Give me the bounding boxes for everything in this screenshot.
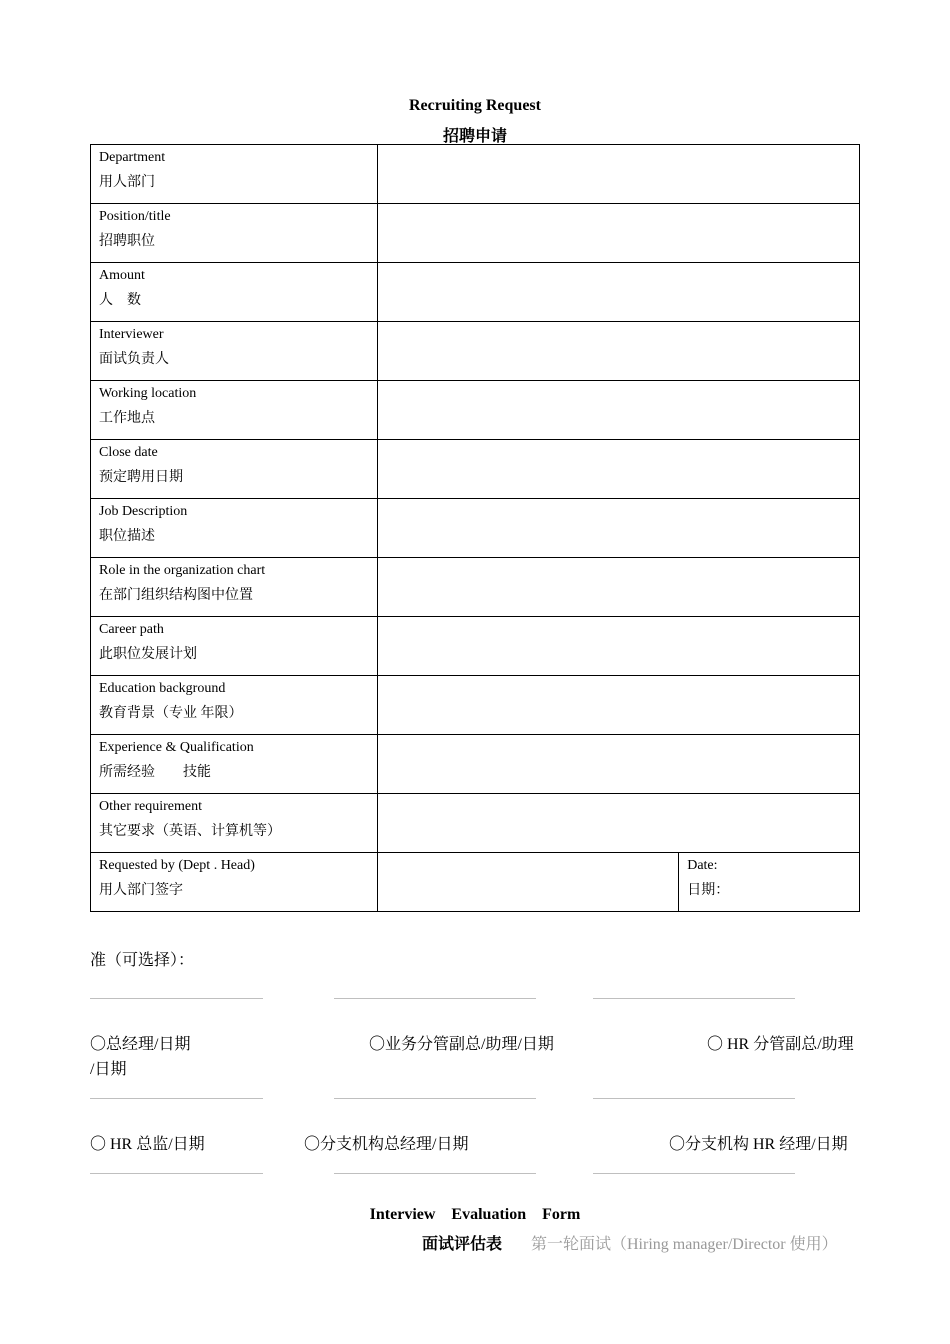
option-business-vp[interactable]: 〇业务分管副总/助理/日期 xyxy=(369,1036,554,1053)
form-title-cn: 招聘申请 xyxy=(442,128,507,145)
signature-line xyxy=(593,998,795,999)
row-label: Education background 教育背景（专业 年限） xyxy=(91,676,378,735)
option-branch-gm[interactable]: 〇分支机构总经理/日期 xyxy=(304,1136,469,1153)
row-value-field[interactable] xyxy=(377,381,859,440)
option-hr-vp-date: /日期 xyxy=(90,1061,127,1078)
row-value-field[interactable] xyxy=(377,735,859,794)
form-title-en: Recruiting Request xyxy=(409,97,541,114)
row-value-field[interactable] xyxy=(377,204,859,263)
form-row xyxy=(91,617,860,676)
row-value-field[interactable] xyxy=(377,499,859,558)
form-row xyxy=(91,558,860,617)
row-label: Department 用人部门 xyxy=(91,145,378,204)
row-label: Job Description 职位描述 xyxy=(91,499,378,558)
form-row xyxy=(91,440,860,499)
option-hr-director[interactable]: 〇 HR 总监/日期 xyxy=(90,1136,205,1153)
row-label: Amount 人 数 xyxy=(91,263,378,322)
form-row xyxy=(91,204,860,263)
interview-title-en: Interview Evaluation Form xyxy=(369,1206,581,1223)
row-label: Close date 预定聘用日期 xyxy=(91,440,378,499)
signature-field[interactable] xyxy=(377,853,679,912)
form-row xyxy=(91,381,860,440)
row-value-field[interactable] xyxy=(377,558,859,617)
row-value-field[interactable] xyxy=(377,322,859,381)
signature-line xyxy=(593,1173,795,1174)
row-label: Career path 此职位发展计划 xyxy=(91,617,378,676)
row-value-field[interactable] xyxy=(377,676,859,735)
form-row xyxy=(91,263,860,322)
recruiting-request-table xyxy=(90,144,860,912)
date-field[interactable]: Date: 日期： xyxy=(679,853,860,912)
row-label: Experience & Qualification 所需经验 技能 xyxy=(91,735,378,794)
option-hr-vp[interactable]: 〇 HR 分管副总/助理 xyxy=(707,1036,854,1053)
interview-round-note: 第一轮面试（Hiring manager/Director 使用） xyxy=(531,1236,838,1253)
option-general-manager[interactable]: 〇总经理/日期 xyxy=(90,1036,191,1053)
signature-line xyxy=(593,1098,795,1099)
requested-by-label: Requested by (Dept . Head) 用人部门签字 xyxy=(91,853,378,912)
form-row xyxy=(91,499,860,558)
form-row xyxy=(91,322,860,381)
row-value-field[interactable] xyxy=(377,440,859,499)
signature-line xyxy=(90,1173,263,1174)
signature-line xyxy=(334,998,536,999)
form-row xyxy=(91,735,860,794)
form-row xyxy=(91,145,860,204)
row-value-field[interactable] xyxy=(377,263,859,322)
signature-line xyxy=(90,998,263,999)
signature-line xyxy=(334,1173,536,1174)
signature-line xyxy=(334,1098,536,1099)
approval-label: 准（可选择）： xyxy=(90,952,195,969)
row-label: Other requirement 其它要求（英语、计算机等） xyxy=(91,794,378,853)
form-row xyxy=(91,676,860,735)
signature-line xyxy=(90,1098,263,1099)
requested-by-row xyxy=(91,853,860,912)
row-label: Position/title 招聘职位 xyxy=(91,204,378,263)
row-value-field[interactable] xyxy=(377,145,859,204)
row-label: Role in the organization chart 在部门组织结构图中位置 xyxy=(91,558,378,617)
row-value-field[interactable] xyxy=(377,794,859,853)
form-row xyxy=(91,794,860,853)
row-label: Interviewer 面试负责人 xyxy=(91,322,378,381)
row-value-field[interactable] xyxy=(377,617,859,676)
option-branch-hr-manager[interactable]: 〇分支机构 HR 经理/日期 xyxy=(669,1136,848,1153)
interview-title-cn: 面试评估表 xyxy=(422,1236,503,1253)
row-label: Working location 工作地点 xyxy=(91,381,378,440)
